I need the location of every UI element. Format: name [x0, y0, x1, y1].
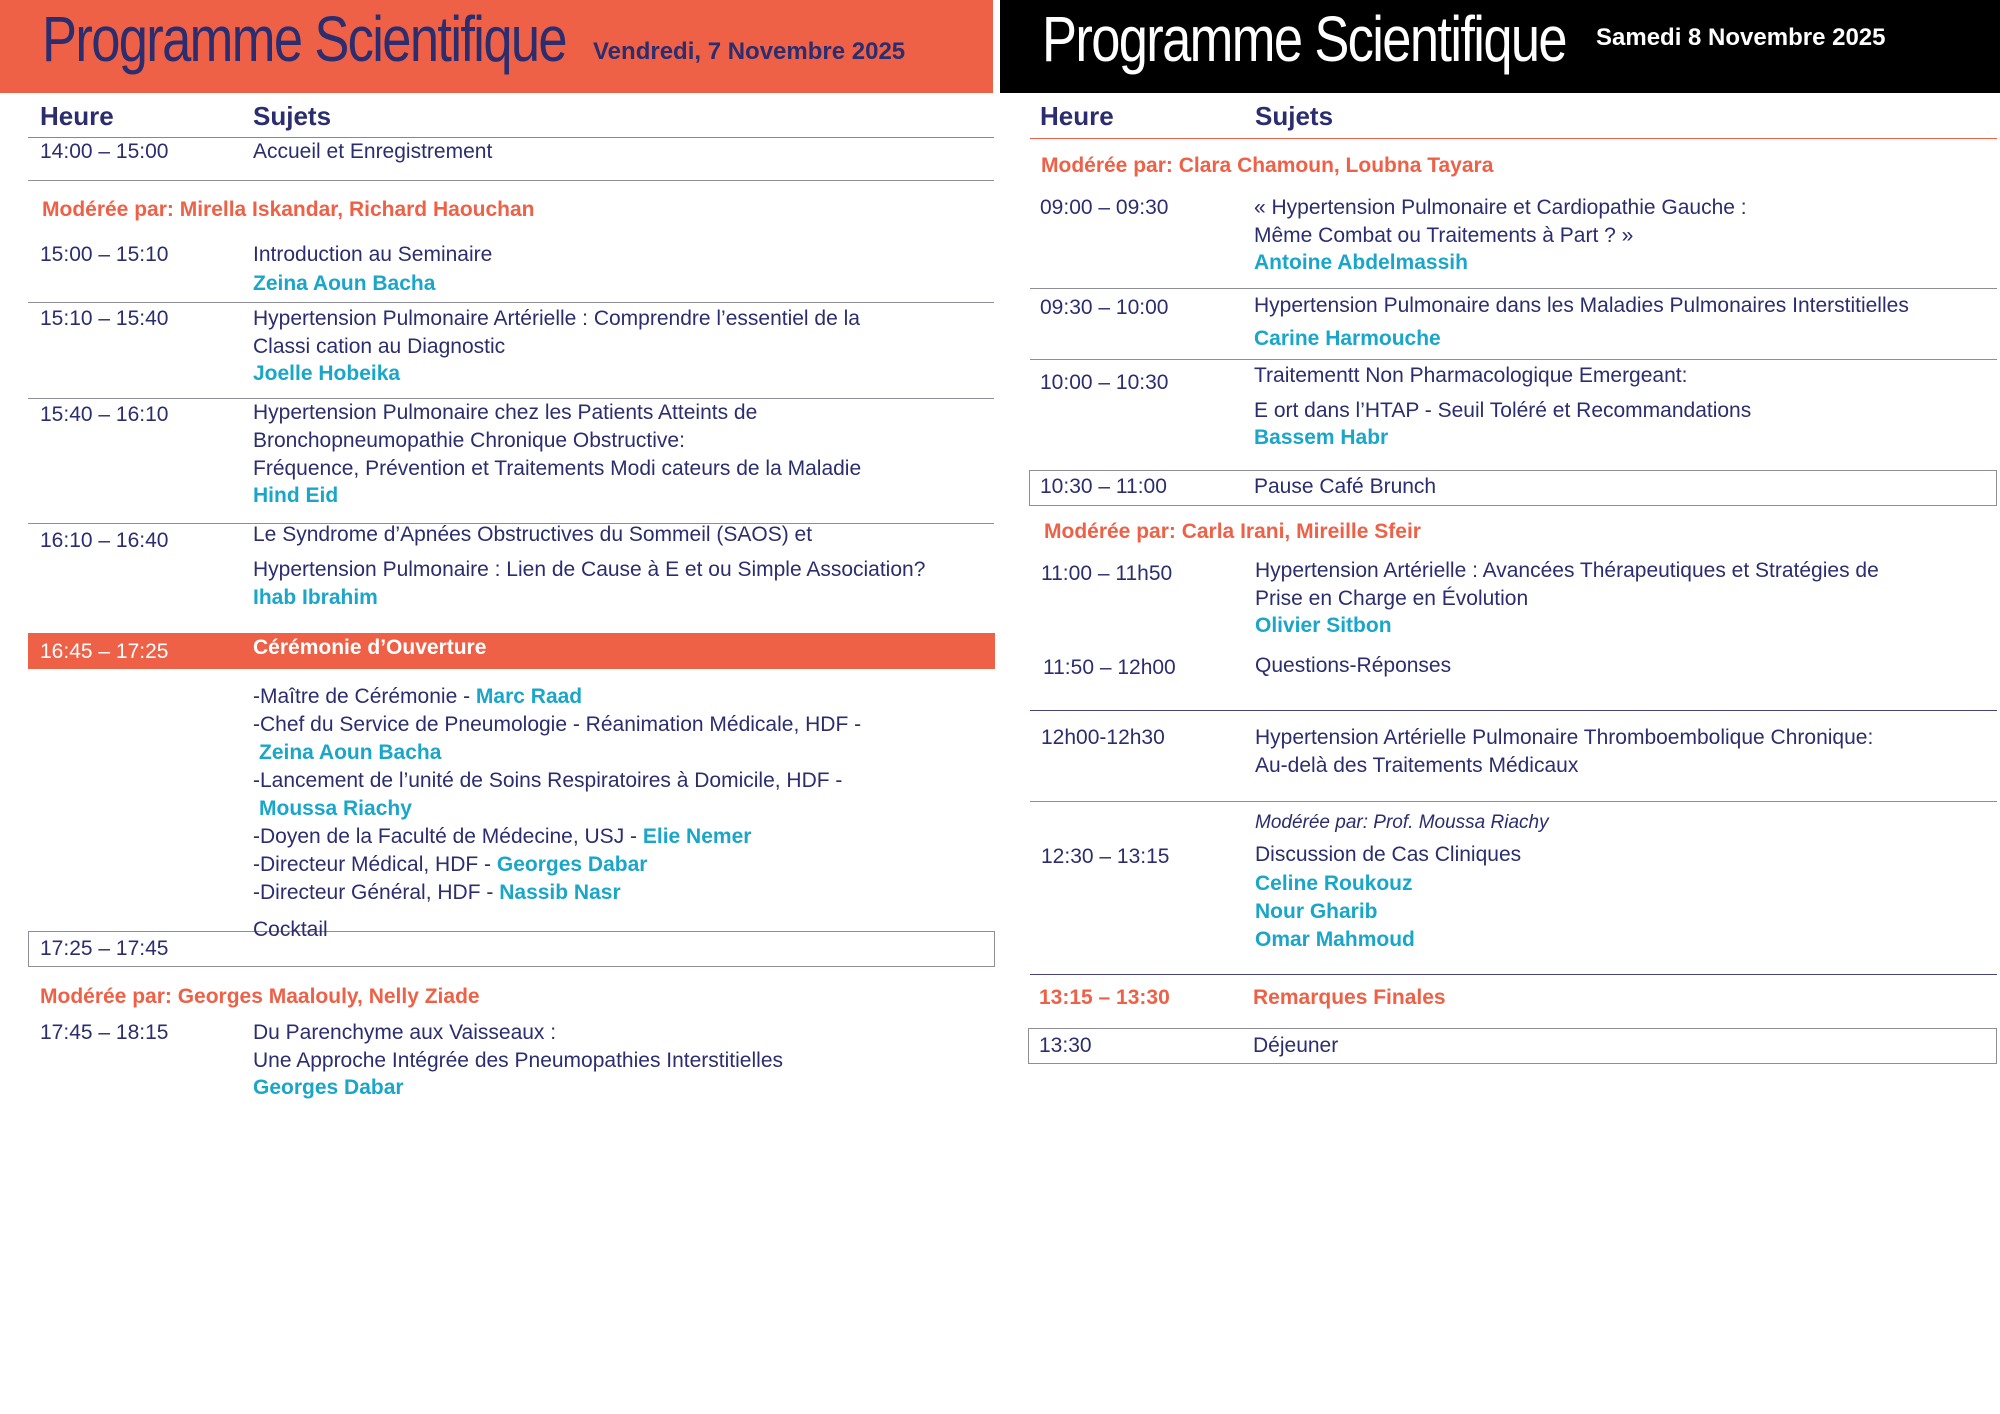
- divider: [1030, 288, 1997, 289]
- ceremony-title: Cérémonie d’Ouverture: [253, 636, 487, 659]
- right-header-title: Programme Scientifique: [1042, 3, 1566, 75]
- right-r8-title: Discussion de Cas Cliniques: [1255, 843, 1522, 866]
- ceremony-item-text: -Directeur Médical, HDF -: [253, 853, 497, 876]
- right-r4-title: Pause Café Brunch: [1254, 475, 1437, 498]
- left-header: [0, 0, 993, 93]
- left-r4-line3: Fréquence, Prévention et Traitements Modi cateurs de la Maladie: [253, 457, 862, 480]
- ceremony-item-name: Moussa Riachy: [259, 797, 412, 820]
- left-r4-speaker: Hind Eid: [253, 484, 339, 507]
- left-r1-time: 14:00 – 15:00: [40, 140, 169, 163]
- left-r6-box: [28, 931, 995, 967]
- ceremony-item: [253, 683, 582, 711]
- right-r1-line1: « Hypertension Pulmonaire et Cardiopathie Gauche :: [1254, 196, 1747, 219]
- right-header: [1000, 0, 2000, 93]
- right-r6-time: 11:50 – 12h00: [1043, 656, 1176, 679]
- right-r5-line1: Hypertension Artérielle : Avancées Thérapeutiques et Stratégies de: [1255, 559, 1879, 582]
- ceremony-item: -Chef du Service de Pneumologie - Réanimation Médicale, HDF -: [253, 713, 862, 736]
- left-r4-time: 15:40 – 16:10: [40, 403, 169, 426]
- left-r1-title: Accueil et Enregistrement: [253, 140, 493, 163]
- right-moderator-2: Modérée par: Carla Irani, Mireille Sfeir: [1044, 520, 1421, 543]
- left-r7-time: 17:45 – 18:15: [40, 1021, 169, 1044]
- divider: [1030, 359, 1997, 360]
- right-r1-time: 09:00 – 09:30: [1040, 196, 1169, 219]
- right-moderator-1: Modérée par: Clara Chamoun, Loubna Tayara: [1041, 154, 1494, 177]
- right-r3-time: 10:00 – 10:30: [1040, 371, 1169, 394]
- ceremony-bar: [28, 633, 995, 669]
- left-r6-time: 17:25 – 17:45: [40, 937, 169, 960]
- right-r4-box: [1029, 470, 1997, 506]
- divider: [1030, 801, 1997, 802]
- ceremony-item-text: -Maître de Cérémonie -: [253, 685, 476, 708]
- right-r1-line2: Même Combat ou Traitements à Part ? »: [1254, 224, 1634, 247]
- right-r5-speaker: Olivier Sitbon: [1255, 614, 1392, 637]
- right-r8-moderator: Modérée par: Prof. Moussa Riachy: [1255, 812, 1549, 833]
- right-col-time-header: Heure: [1040, 101, 1114, 131]
- right-r2-title: Hypertension Pulmonaire dans les Maladies Pulmonaires Interstitielles: [1254, 294, 1909, 317]
- ceremony-time: 16:45 – 17:25: [40, 640, 169, 663]
- left-header-title: Programme Scientifique: [42, 3, 566, 75]
- ceremony-item: [253, 851, 647, 879]
- right-r10-time: 13:30: [1039, 1034, 1092, 1057]
- right-r6-title: Questions-Réponses: [1255, 654, 1452, 677]
- right-r10-title: Déjeuner: [1253, 1034, 1339, 1057]
- ceremony-item: [253, 879, 621, 907]
- ceremony-item-name: Elie Nemer: [642, 825, 752, 848]
- right-r8-speaker: Omar Mahmoud: [1255, 928, 1415, 951]
- left-header-date: Vendredi, 7 Novembre 2025: [593, 38, 906, 65]
- left-r5-line1: Le Syndrome d’Apnées Obstructives du Sommeil (SAOS) et: [253, 523, 813, 546]
- right-r5-line2: Prise en Charge en Évolution: [1255, 587, 1529, 610]
- left-r2-title: Introduction au Seminaire: [253, 243, 493, 266]
- right-r2-speaker: Carine Harmouche: [1254, 327, 1441, 350]
- left-r5-speaker: Ihab Ibrahim: [253, 586, 378, 609]
- right-r4-time: 10:30 – 11:00: [1040, 475, 1167, 498]
- left-r3-speaker: Joelle Hobeika: [253, 362, 401, 385]
- right-r8-time: 12:30 – 13:15: [1041, 845, 1170, 868]
- right-r7-line1: Hypertension Artérielle Pulmonaire Thromboembolique Chronique:: [1255, 726, 1874, 749]
- divider: [1030, 974, 1997, 975]
- ceremony-item-text: -Directeur Général, HDF -: [253, 881, 500, 904]
- left-r3-line1: Hypertension Pulmonaire Artérielle : Comprendre l’essentiel de la: [253, 307, 860, 330]
- left-r5-line2: Hypertension Pulmonaire : Lien de Cause à E et ou Simple Association?: [253, 558, 926, 581]
- ceremony-item: [253, 823, 751, 851]
- right-r3-line2: E ort dans l’HTAP - Seuil Toléré et Recommandations: [1254, 399, 1752, 422]
- right-r8-speaker: Celine Roukouz: [1255, 872, 1413, 895]
- left-r5-time: 16:10 – 16:40: [40, 529, 169, 552]
- ceremony-item: -Lancement de l’unité de Soins Respiratoires à Domicile, HDF -: [253, 769, 843, 792]
- right-r1-speaker: Antoine Abdelmassih: [1254, 251, 1468, 274]
- left-moderator-1: Modérée par: Mirella Iskandar, Richard Haouchan: [42, 198, 535, 221]
- right-header-divider: [1030, 138, 1997, 139]
- ceremony-item-name: Georges Dabar: [496, 853, 648, 876]
- left-col-time-header: Heure: [40, 101, 114, 131]
- ceremony-item-name: Nassib Nasr: [499, 881, 621, 904]
- divider: [28, 302, 994, 303]
- left-r7-speaker: Georges Dabar: [253, 1076, 404, 1099]
- left-moderator-2: Modérée par: Georges Maalouly, Nelly Ziade: [40, 985, 480, 1008]
- right-r10-box: [1028, 1028, 1997, 1064]
- right-r8-speaker: Nour Gharib: [1255, 900, 1378, 923]
- ceremony-item-name: Marc Raad: [475, 685, 583, 708]
- left-header-divider: [28, 137, 994, 138]
- divider: [28, 180, 994, 181]
- right-r3-line1: Traitementt Non Pharmacologique Emergeant:: [1254, 364, 1688, 387]
- right-r5-time: 11:00 – 11h50: [1041, 562, 1173, 585]
- left-r7-line2: Une Approche Intégrée des Pneumopathies Interstitielles: [253, 1049, 783, 1072]
- right-r2-time: 09:30 – 10:00: [1040, 296, 1169, 319]
- right-header-date: Samedi 8 Novembre 2025: [1596, 24, 1886, 51]
- ceremony-item-name: Zeina Aoun Bacha: [259, 741, 442, 764]
- left-r2-time: 15:00 – 15:10: [40, 243, 169, 266]
- right-col-topic-header: Sujets: [1255, 101, 1334, 131]
- right-r9-time: 13:15 – 13:30: [1039, 986, 1170, 1009]
- left-r3-time: 15:10 – 15:40: [40, 307, 169, 330]
- right-r7-time: 12h00-12h30: [1041, 726, 1165, 749]
- left-r3-line2: Classi cation au Diagnostic: [253, 335, 506, 358]
- left-r4-line2: Bronchopneumopathie Chronique Obstructive:: [253, 429, 685, 452]
- left-col-topic-header: Sujets: [253, 101, 332, 131]
- divider: [1030, 710, 1997, 711]
- left-r7-line1: Du Parenchyme aux Vaisseaux :: [253, 1021, 557, 1044]
- right-r7-line2: Au-delà des Traitements Médicaux: [1255, 754, 1579, 777]
- right-r3-speaker: Bassem Habr: [1254, 426, 1389, 449]
- left-r2-speaker: Zeina Aoun Bacha: [253, 272, 436, 295]
- ceremony-item-text: -Doyen de la Faculté de Médecine, USJ -: [253, 825, 643, 848]
- left-r6-title: Cocktail: [253, 918, 328, 941]
- left-r4-line1: Hypertension Pulmonaire chez les Patients Atteints de: [253, 401, 758, 424]
- right-r9-title: Remarques Finales: [1253, 986, 1446, 1009]
